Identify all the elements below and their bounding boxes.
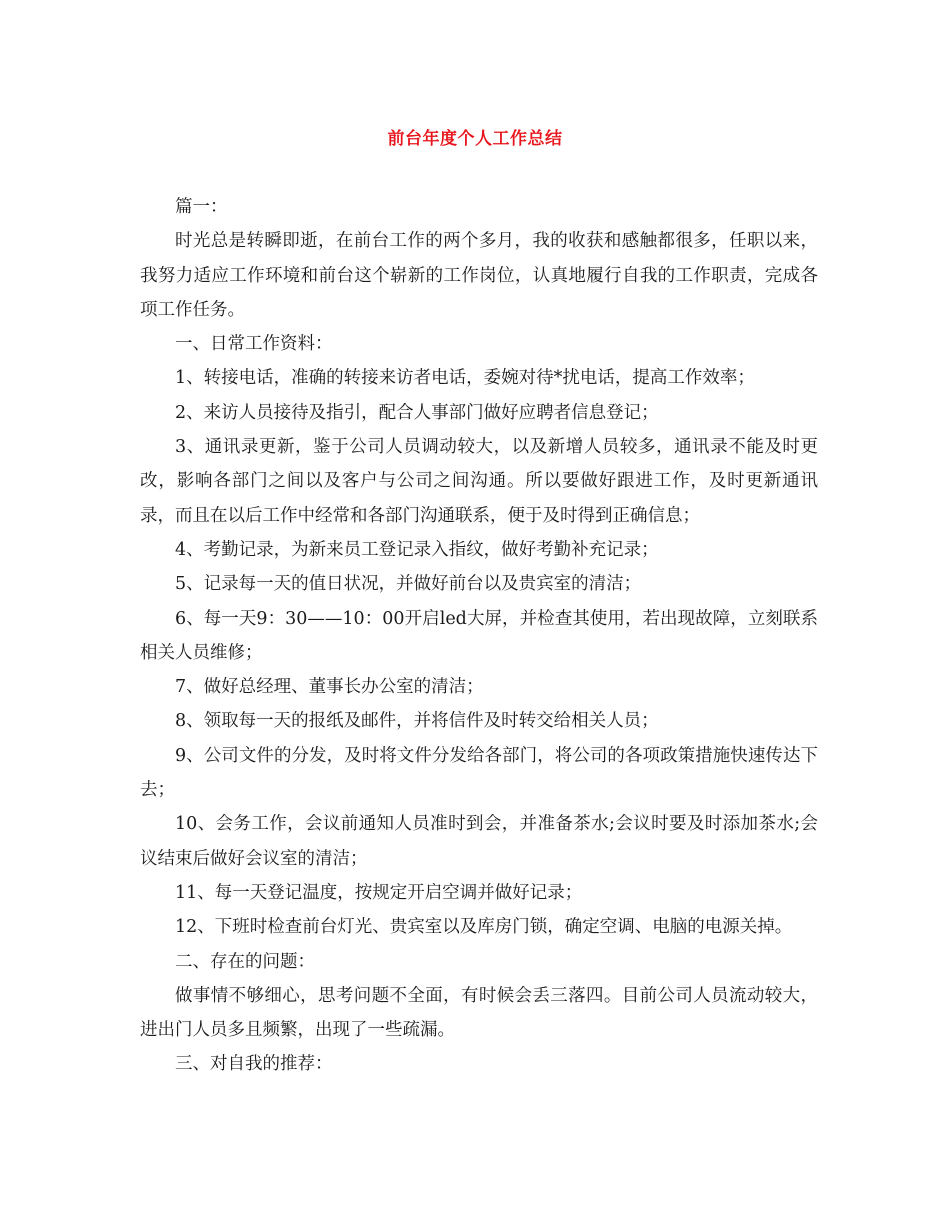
list-item: 3、通讯录更新，鉴于公司人员调动较大，以及新增人员较多，通讯录不能及时更改，影响各部门之间以及客户与公司之间沟通。所以要做好跟进工作，及时更新通讯录，而且在以后工作中经常和各部门沟通联系，便于及时得到正确信息； — [140, 437, 818, 526]
list-item: 9、公司文件的分发，及时将文件分发给各部门，将公司的各项政策措施快速传达下去； — [140, 745, 818, 801]
list-item: 12、下班时检查前台灯光、贵宾室以及库房门锁，确定空调、电脑的电源关掉。 — [175, 917, 793, 938]
list-item: 4、考勤记录，为新来员工登记录入指纹，做好考勤补充记录； — [175, 539, 659, 560]
section-heading: 三、对自我的推荐： — [175, 1054, 333, 1075]
section-heading: 一、日常工作资料： — [175, 334, 333, 355]
section-label: 篇一： — [175, 197, 228, 217]
document-body — [140, 190, 818, 1082]
section-heading: 二、存在的问题： — [175, 951, 315, 972]
list-item: 7、做好总经理、董事长办公室的清洁； — [175, 677, 484, 698]
list-item: 10、会务工作，会议前通知人员准时到会，并准备茶水;会议时要及时添加茶水;会议结束后做好会议室的清洁； — [140, 814, 818, 869]
document-title: 前台年度个人工作总结 — [387, 129, 563, 149]
intro-paragraph: 时光总是转瞬即逝，在前台工作的两个多月，我的收获和感触都很多，任职以来，我努力适应工作环境和前台这个崭新的工作岗位，认真地履行自我的工作职责，完成各项工作任务。 — [140, 231, 818, 320]
list-item: 6、每一天9：30——10：00开启led大屏，并检查其使用，若出现故障，立刻联系相关人员维修； — [140, 608, 818, 663]
list-item: 8、领取每一天的报纸及邮件，并将信件及时转交给相关人员； — [175, 711, 659, 732]
list-item: 2、来访人员接待及指引，配合人事部门做好应聘者信息登记； — [175, 402, 659, 423]
list-item: 11、每一天登记温度，按规定开启空调并做好记录； — [175, 882, 583, 903]
list-item: 1、转接电话，准确的转接来访者电话，委婉对待*扰电话，提高工作效率； — [175, 368, 755, 389]
problem-paragraph: 做事情不够细心，思考问题不全面，有时候会丢三落四。目前公司人员流动较大，进出门人员多且频繁，出现了一些疏漏。 — [140, 985, 818, 1041]
list-item: 5、记录每一天的值日状况，并做好前台以及贵宾室的清洁； — [175, 574, 642, 595]
